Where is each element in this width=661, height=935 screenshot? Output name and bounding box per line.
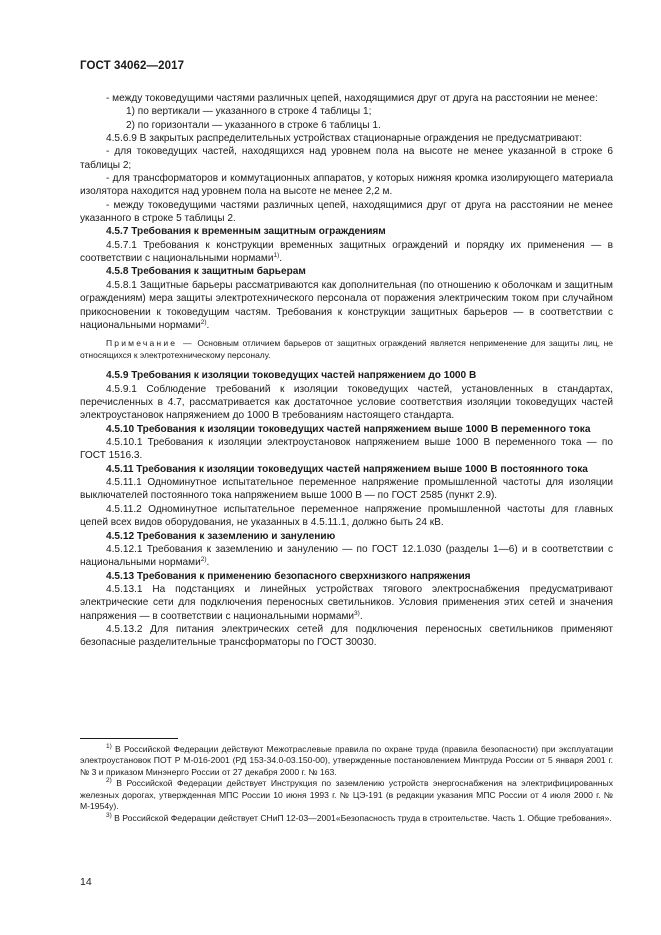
list-item: 2) по горизонтали — указанного в строке 6 таблицы 1. [126,119,381,131]
list-item: 1) по вертикали — указанного в строке 4 таблицы 1; [126,106,372,118]
section-heading: 4.5.10 Требования к изоляции токоведущих частей напряжением выше 1000 В переменного тока [106,423,591,435]
footnote [80,813,613,824]
paragraph: - для токоведущих частей, находящихся над уровнем пола на высоте не менее указанной в строке 6 таблицы 2; [80,146,613,171]
page-number: 14 [80,876,92,888]
paragraph: - между токоведущими частями различных цепей, находящимися друг от друга на расстоянии не менее: [106,93,598,104]
footnote-ref: 2) [200,556,207,564]
paragraph: 4.5.10.1 Требования к изоляции электроустановок напряжением выше 1000 В переменного тока — по ГОСТ 1516.3. [80,437,613,462]
paragraph: 4.5.11.1 Одноминутное испытательное переменное напряжение промышленной частоты для изоляции выключателей постоянного тока напряжением выше 1000 В — по ГОСТ 2585 (пункт 2.9). [80,477,613,502]
footnote-marker: 3) [106,811,112,819]
section-heading: 4.5.11 Требования к изоляции токоведущих частей напряжением выше 1000 В постоянного тока [106,463,588,475]
footnote-divider [80,738,178,739]
footnote [80,744,613,778]
paragraph: - между токоведущими частями различных цепей, находящимися друг от друга на расстоянии не менее указанного в строке 5 таблицы 2. [80,199,613,225]
note-text: Основным отличием барьеров от защитных ограждений является неприменение для защиты лиц, не относящихся к электротехническому персоналу. [80,338,613,360]
footnote-ref: 3) [354,609,360,617]
paragraph: 4.5.11.2 Одноминутное испытательное переменное напряжение промышленной частоты для главных цепей всех видов оборудования, не указанных в 4.5.11.1, должно быть 24 кВ. [80,503,613,529]
paragraph-text: 4.5.8.1 Защитные барьеры рассматриваются как дополнительная (по отношению к оболочкам и защитным ограждениям) мера защиты электротехнического персонала от поражения электрическим током при случайном прикосновении к токоведущим частям. Требования к конструкции защитных барьеров — в соответствии с национальными нормами [80,279,613,331]
footnotes [80,744,613,824]
footnote-marker: 2) [106,777,112,785]
period: . [279,253,283,265]
footnote-text: В Российской Федерации действует Инструкция по заземлению устройств энергоснабжения на электрифицированных железных дорогах, утвержденная МПС России 10 июня 1993 г. № ЦЭ-191 (в редакции указания МПС России от 4 июля 2000 г. № М-1954у). [80,778,613,812]
paragraph-text: 4.5.7.1 Требования к конструкции временных защитных ограждений и порядку их применения — в соответствии с национальными нормами [80,239,613,265]
footnote-marker: 1) [106,743,112,750]
paragraph-text: 4.5.13.1 На подстанциях и линейных устройствах тягового электроснабжения предусматривают электрические сети для подключения переносных светильников. Условия применения этих сетей и значения напряжения — в соответствии с национальными нормами [80,583,613,622]
paragraph: 4.5.9.1 Соблюдение требований к изоляции токоведущих частей, установленных в стандартах, перечисленных в 4.7, рассматривается как достаточное условие соответствия изоляции токоведущих частей электроустановок напряжением до 1000 В требованиям настоящего стандарта. [80,383,613,422]
paragraph [80,583,613,623]
paragraph: - для трансформаторов и коммутационных аппаратов, у которых нижняя кромка изолирующего материала изолятора находится над уровнем пола на высоте не менее 2,2 м. [80,173,613,198]
paragraph [80,543,613,570]
note-label: Примечание — [106,338,194,349]
footnote [80,778,613,812]
section-heading: 4.5.8 Требования к защитным барьерам [106,266,306,278]
footnote-text: В Российской Федерации действуют Межотраслевые правила по охране труда (правила безопасности) при эксплуатации электроустановок ПОТ Р М-016-2001 (РД 153-34.0-03.150-00), утвержденные постановлением Минтруда России от 5 января 2001 г. № 3 и приказом Минэнерго России от 27 декабря 2000 г. № 163. [80,744,613,777]
period: . [359,610,363,622]
section-heading: 4.5.7 Требования к временным защитным ограждениям [106,226,386,238]
main-text [80,92,613,650]
footnote-ref: 1) [273,252,280,260]
section-heading: 4.5.12 Требования к заземлению и занулению [106,530,336,542]
section-heading: 4.5.9 Требования к изоляции токоведущих частей напряжением до 1000 В [106,370,477,382]
footnote-ref: 2) [200,318,207,326]
paragraph-text: 4.5.12.1 Требования к заземлению и занулению — по ГОСТ 12.1.030 (разделы 1—6) и в соответствии с национальными нормами [80,543,613,569]
period: . [206,557,210,569]
note [80,338,613,361]
paragraph: 4.5.6.9 В закрытых распределительных устройствах стационарные ограждения не предусматривают: [106,133,583,145]
period: . [206,319,210,331]
paragraph [80,239,613,266]
paragraph: 4.5.13.2 Для питания электрических сетей для подключения переносных светильников применяют безопасные разделительные трансформаторы по ГОСТ 30030. [80,623,613,649]
footnote-text: В Российской Федерации действует СНиП 12-03—2001«Безопасность труда в строительстве. Часть 1. Общие требования». [111,812,612,823]
section-heading: 4.5.13 Требования к применению безопасного сверхнизкого напряжения [106,570,471,582]
paragraph [80,279,613,332]
page-header: ГОСТ 34062—2017 [80,60,185,72]
